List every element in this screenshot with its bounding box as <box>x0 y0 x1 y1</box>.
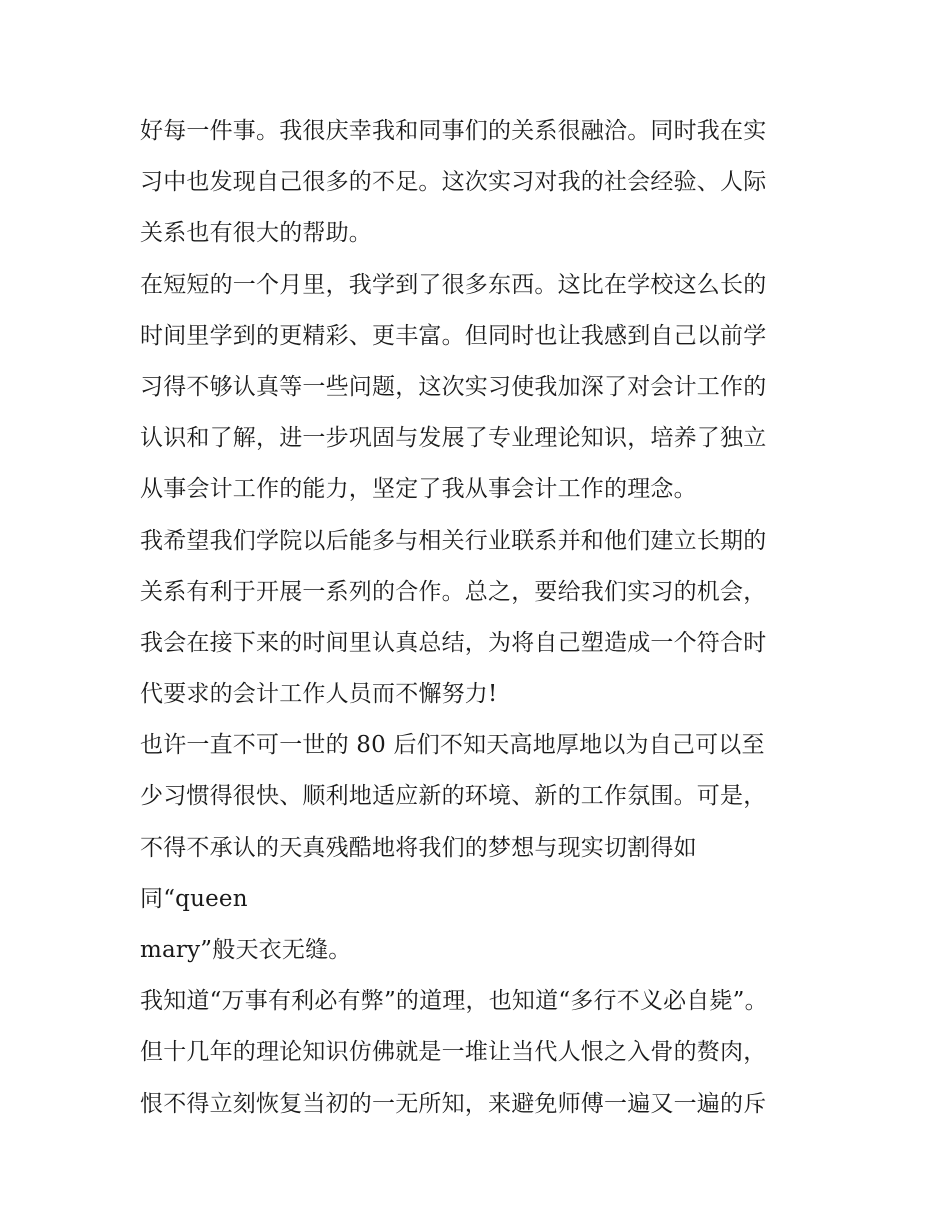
text-line: 我知道“万事有利必有弊”的道理，也知道“多行不义必自毙”。 <box>140 988 768 1015</box>
text-line: 代要求的会计工作人员而不懈努力! <box>140 681 498 708</box>
text-line: 在短短的一个月里，我学到了很多东西。这比在学校这么长的 <box>140 271 767 298</box>
text-line: 习中也发现自己很多的不足。这次实习对我的社会经验、人际 <box>140 169 767 196</box>
text-line: 关系也有很大的帮助。 <box>140 220 372 247</box>
text-line: 习得不够认真等一些问题，这次实习使我加深了对会计工作的 <box>140 373 767 400</box>
text-line: 关系有利于开展一系列的合作。总之，要给我们实习的机会， <box>140 578 767 605</box>
text-line: mary”般天衣无缝。 <box>140 937 352 963</box>
text-line: 时间里学到的更精彩、更丰富。但同时也让我感到自己以前学 <box>140 322 767 349</box>
text-line: 不得不承认的天真残酷地将我们的梦想与现实切割得如 <box>140 834 697 861</box>
text-line: 认识和了解，进一步巩固与发展了专业理论知识，培养了独立 <box>140 425 767 452</box>
text-line: 我希望我们学院以后能多与相关行业联系并和他们建立长期的 <box>140 527 767 554</box>
text-line: 但十几年的理论知识仿佛就是一堆让当代人恨之入骨的赘肉， <box>140 1039 767 1066</box>
text-line: 也许一直不可一世的 80 后们不知天高地厚地以为自己可以至 <box>140 732 765 759</box>
document-body <box>140 106 820 1130</box>
text-line: 从事会计工作的能力，坚定了我从事会计工作的理念。 <box>140 476 697 503</box>
text-line: 我会在接下来的时间里认真总结，为将自己塑造成一个符合时 <box>140 629 767 656</box>
text-line: 恨不得立刻恢复当初的一无所知，来避免师傅一遍又一遍的斥 <box>140 1090 767 1117</box>
text-line: 好每一件事。我很庆幸我和同事们的关系很融洽。同时我在实 <box>140 118 767 144</box>
text-line: 同“queen <box>140 885 248 912</box>
text-line: 少习惯得很快、顺利地适应新的环境、新的工作氛围。可是， <box>140 783 767 810</box>
